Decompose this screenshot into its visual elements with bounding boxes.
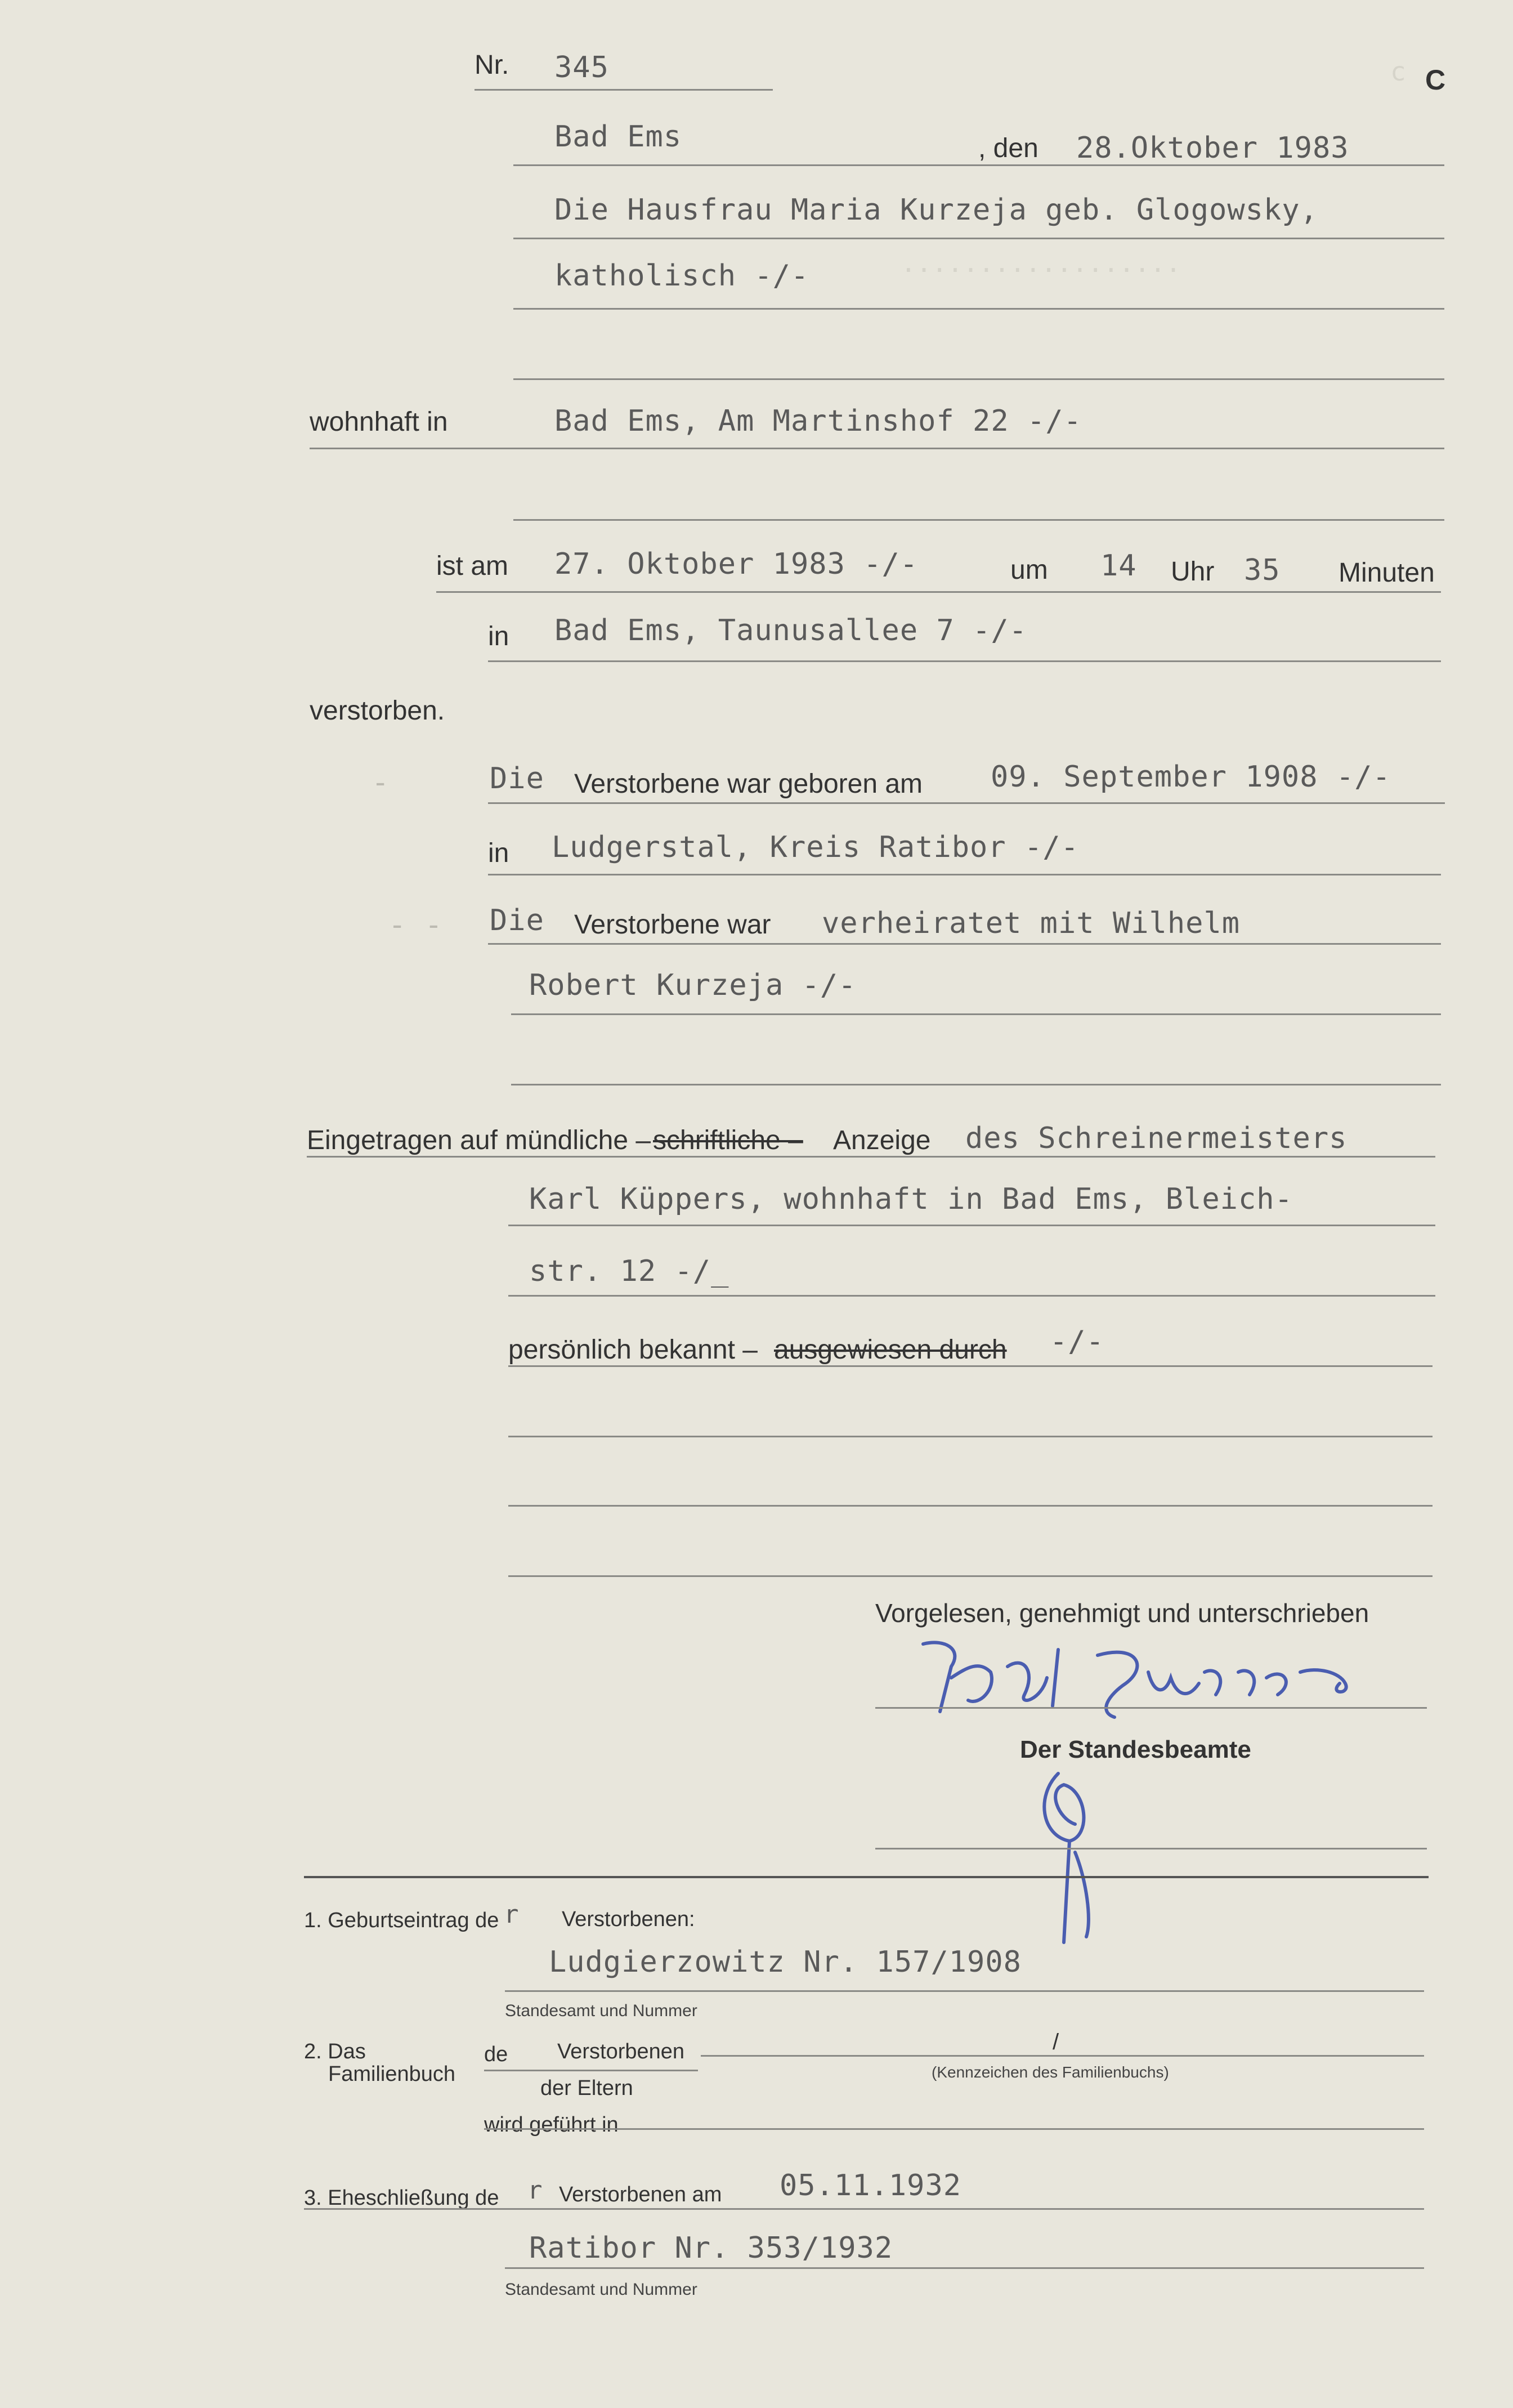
- item1-label2: Verstorbenen:: [562, 1907, 695, 1931]
- separator-rule: [304, 1876, 1429, 1878]
- vorgelesen-label: Vorgelesen, genehmigt und unterschrieben: [875, 1598, 1369, 1628]
- rule: [513, 378, 1444, 380]
- item2-gefuehrt: wird geführt in: [484, 2113, 619, 2137]
- dash-mark: -: [371, 766, 390, 799]
- rule: [511, 1013, 1441, 1015]
- rule: [508, 1225, 1435, 1226]
- place: Bad Ems: [554, 120, 682, 154]
- item1-value: Ludgierzowitz Nr. 157/1908: [549, 1945, 1022, 1979]
- rule: [488, 802, 1445, 804]
- dash-mark: - -: [388, 908, 443, 942]
- rule: [505, 1990, 1424, 1992]
- verstorben-label: verstorben.: [310, 696, 445, 726]
- rule: [488, 660, 1441, 662]
- rule: [484, 2128, 1424, 2130]
- rule: [484, 2070, 698, 2071]
- eingetragen-label: Eingetragen auf mündliche –: [307, 1125, 651, 1155]
- informant-line3: str. 12 -/_: [529, 1254, 729, 1288]
- corner-letter: C: [1425, 64, 1446, 96]
- rule: [488, 874, 1441, 875]
- nr-label: Nr.: [475, 50, 509, 80]
- rule: [513, 238, 1444, 239]
- person-line1: Die Hausfrau Maria Kurzeja geb. Glogowsky,: [554, 193, 1318, 227]
- rule: [508, 1295, 1435, 1297]
- item3-label2: Verstorbenen am: [559, 2183, 722, 2206]
- item2-verstorbenen: Verstorbenen: [557, 2040, 685, 2063]
- in-label: in: [488, 622, 509, 651]
- person-line2: katholisch -/-: [554, 259, 809, 293]
- item3-label: 3. Eheschließung de: [304, 2186, 499, 2210]
- um-label: um: [1010, 555, 1048, 585]
- anzeige-label: Anzeige: [833, 1125, 931, 1155]
- rule: [310, 448, 1444, 449]
- bleed-through: c: [1390, 56, 1406, 87]
- schriftliche-struck: schriftliche –: [653, 1125, 803, 1155]
- item1-caption: Standesamt und Nummer: [505, 2002, 697, 2020]
- entry-date: 28.Oktober 1983: [1076, 131, 1349, 165]
- item1-label: 1. Geburtseintrag de: [304, 1909, 499, 1932]
- nr-value: 345: [554, 51, 609, 84]
- bekannt-label: persönlich bekannt –: [508, 1335, 758, 1365]
- item3-r: r: [527, 2176, 543, 2205]
- die-typed: Die: [490, 904, 544, 937]
- birth-date: 09. September 1908 -/-: [991, 760, 1391, 794]
- rule: [307, 1156, 1435, 1158]
- death-place: Bad Ems, Taunusallee 7 -/-: [554, 614, 1027, 647]
- rule: [875, 1848, 1427, 1849]
- item3-caption: Standesamt und Nummer: [505, 2280, 697, 2299]
- status-line2: Robert Kurzeja -/-: [529, 968, 857, 1002]
- ausgewiesen-struck: ausgewiesen durch: [774, 1335, 1007, 1365]
- item3-value: Ratibor Nr. 353/1932: [529, 2231, 893, 2265]
- item2-slash: /: [1053, 2030, 1059, 2054]
- den-label: , den: [978, 133, 1038, 163]
- informant-signature: [912, 1633, 1373, 1723]
- born-label: Verstorbene war geboren am: [574, 769, 923, 799]
- uhr-label: Uhr: [1171, 557, 1215, 587]
- rule: [505, 2267, 1424, 2269]
- wohnhaft-label: wohnhaft in: [310, 407, 448, 437]
- informant-line2: Karl Küppers, wohnhaft in Bad Ems, Bleich-: [529, 1182, 1293, 1216]
- item3-date: 05.11.1932: [780, 2169, 962, 2203]
- ist-am-label: ist am: [436, 551, 509, 581]
- die-typed: Die: [490, 762, 544, 796]
- birth-place: Ludgerstal, Kreis Ratibor -/-: [552, 830, 1079, 864]
- item2-eltern: der Eltern: [540, 2076, 633, 2100]
- informant-line1: des Schreinermeisters: [965, 1122, 1348, 1155]
- status-line1: verheiratet mit Wilhelm: [822, 906, 1241, 940]
- rule: [508, 1575, 1433, 1577]
- item2-label-b: Familienbuch: [328, 2062, 455, 2086]
- status-label: Verstorbene war: [574, 910, 771, 940]
- rule: [508, 1505, 1433, 1507]
- rule: [701, 2055, 1424, 2057]
- item1-r: r: [504, 1900, 520, 1929]
- rule: [304, 2208, 1424, 2210]
- standesbeamte-label: Der Standesbeamte: [1020, 1736, 1251, 1763]
- rule: [511, 1084, 1441, 1085]
- address: Bad Ems, Am Martinshof 22 -/-: [554, 404, 1082, 438]
- rule: [513, 519, 1444, 521]
- death-hour: 14: [1100, 549, 1137, 583]
- rule: [508, 1365, 1433, 1367]
- item2-de: de: [484, 2043, 508, 2066]
- in-label: in: [488, 838, 509, 868]
- death-minutes: 35: [1244, 553, 1281, 587]
- item2-label-a: 2. Das: [304, 2040, 366, 2063]
- rule: [436, 591, 1441, 593]
- rule: [513, 308, 1444, 310]
- rule: [488, 943, 1441, 945]
- minuten-label: Minuten: [1339, 558, 1435, 588]
- rule: [475, 89, 773, 91]
- rule: [508, 1436, 1433, 1437]
- rule: [513, 164, 1444, 166]
- registrar-signature: [1024, 1757, 1114, 1948]
- bleed-through: ..................: [901, 248, 1181, 278]
- rule: [875, 1707, 1427, 1709]
- bekannt-value: -/-: [1050, 1325, 1104, 1359]
- item2-caption: (Kennzeichen des Familienbuchs): [932, 2063, 1169, 2081]
- death-date: 27. Oktober 1983 -/-: [554, 547, 919, 581]
